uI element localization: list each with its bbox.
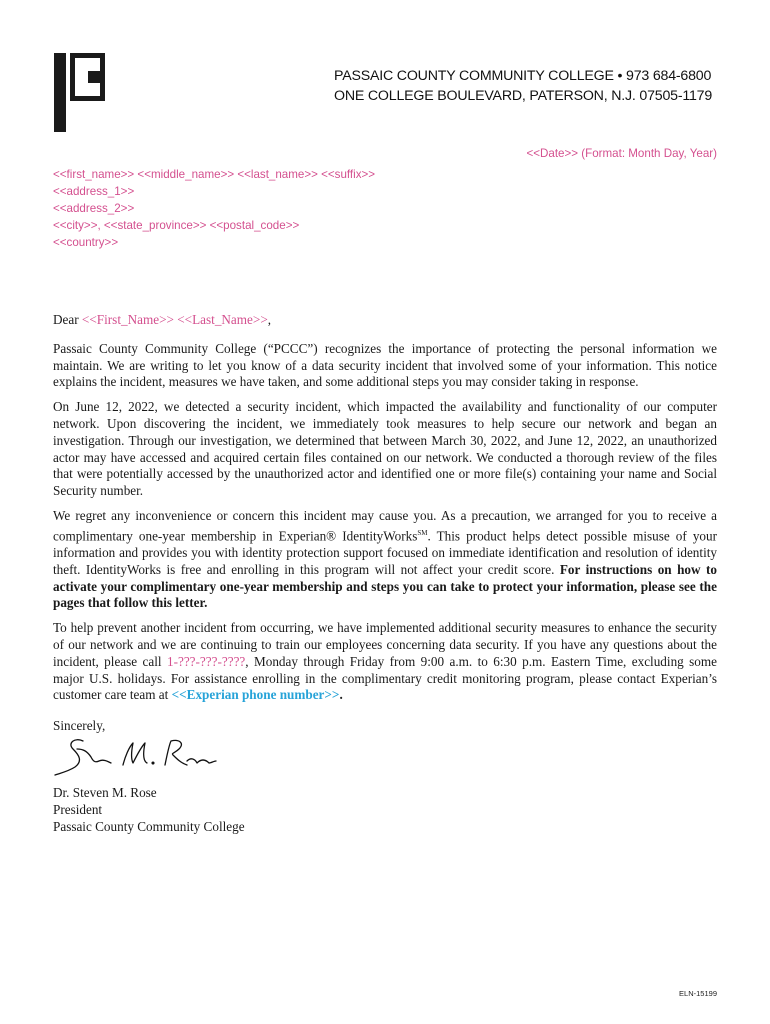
recipient-address [53,166,375,251]
letterhead-line-2: ONE COLLEGE BOULEVARD, PATERSON, N.J. 07505-1179 [334,88,713,104]
signer-organization: Passaic County Community College [53,818,245,834]
salutation [53,312,717,329]
paragraph-incident: On June 12, 2022, we detected a security incident, which impacted the availability and functionality of our computer network. Upon discovering the incident, we immediately took measures to help secure our network and began an investigation. Through our investigation, we determined that between March 30, 2022, and June 12, 2022, an unauthorized actor may have accessed and acquired certain files contained on our network. We conducted a thorough review of the files that were potentially accessed by the unauthorized actor and identified one or more file(s) containing your name and Social Security number. [53,399,717,499]
address-line: <<first_name>> <<middle_name>> <<last_name>> <<suffix>> [53,168,376,181]
closing: Sincerely, [53,718,106,734]
address-line: <<address_2>> [53,202,135,215]
experian-phone-placeholder: <<Experian phone number>> [171,687,340,703]
letter-body [53,312,717,743]
phone-placeholder: 1-???-???-???? [166,653,246,669]
signer-name: Dr. Steven M. Rose [53,785,157,800]
date-placeholder: <<Date>> (Format: Month Day, Year) [526,147,717,160]
membership-instructions: For instructions on how to activate your complimentary one-year membership and steps you can take to protect your information, please see the pages that follow this letter. [53,561,717,611]
salutation-prefix: Dear [53,312,82,327]
document-code: ELN-15199 [679,989,717,998]
address-line: <<city>>, <<state_province>> <<postal_code>> [53,219,300,232]
address-line: <<address_1>> [53,185,135,198]
letterhead-line-1: PASSAIC COUNTY COMMUNITY COLLEGE • 973 684-6800 [334,68,712,84]
service-mark: SM [417,528,428,537]
paragraph-membership [53,508,717,612]
signature [53,735,218,777]
address-line: <<country>> [53,236,119,249]
paragraph-intro: Passaic County Community College (“PCCC”) recognizes the importance of protecting the personal information we maintain. We are writing to let you know of a data security incident that involved some of your information. This notice explains the incident, measures we have taken, and some additional steps you may consider taking in response. [53,340,717,390]
prevention-end: . [339,687,343,703]
signer-title: President [53,801,103,817]
prevention-text-2: , Monday through Friday from 9:00 a.m. to 6:30 p.m. Eastern Time, excluding some major U.S. holidays. For assistance enrolling in the complimentary credit monitoring program, please contact Experian’s customer care team at [53,653,717,703]
salutation-name-placeholder: <<First_Name>> <<Last_Name>> [81,312,268,327]
prevention-text: To help prevent another incident from occurring, we have implemented additional security measures to enhance the security of our network and we are continuing to train our employees concerning data security. If you have any questions about the incident, please call [53,620,717,669]
membership-text: We regret any inconvenience or concern this incident may cause you. As a precaution, we arranged for you to receive a complimentary one-year membership in Experian® IdentityWorks [53,507,717,544]
membership-text-2: . This product helps detect possible misuse of your information and provides you with identity protection support focused on immediate identification and resolution of identity theft. IdentityWorks is free and enrolling in this program will not affect your credit score. [53,528,717,577]
letterhead [334,66,712,106]
pccc-logo [54,53,105,132]
signer-block [53,785,245,835]
salutation-suffix: , [267,312,272,327]
paragraph-prevention [53,620,717,704]
